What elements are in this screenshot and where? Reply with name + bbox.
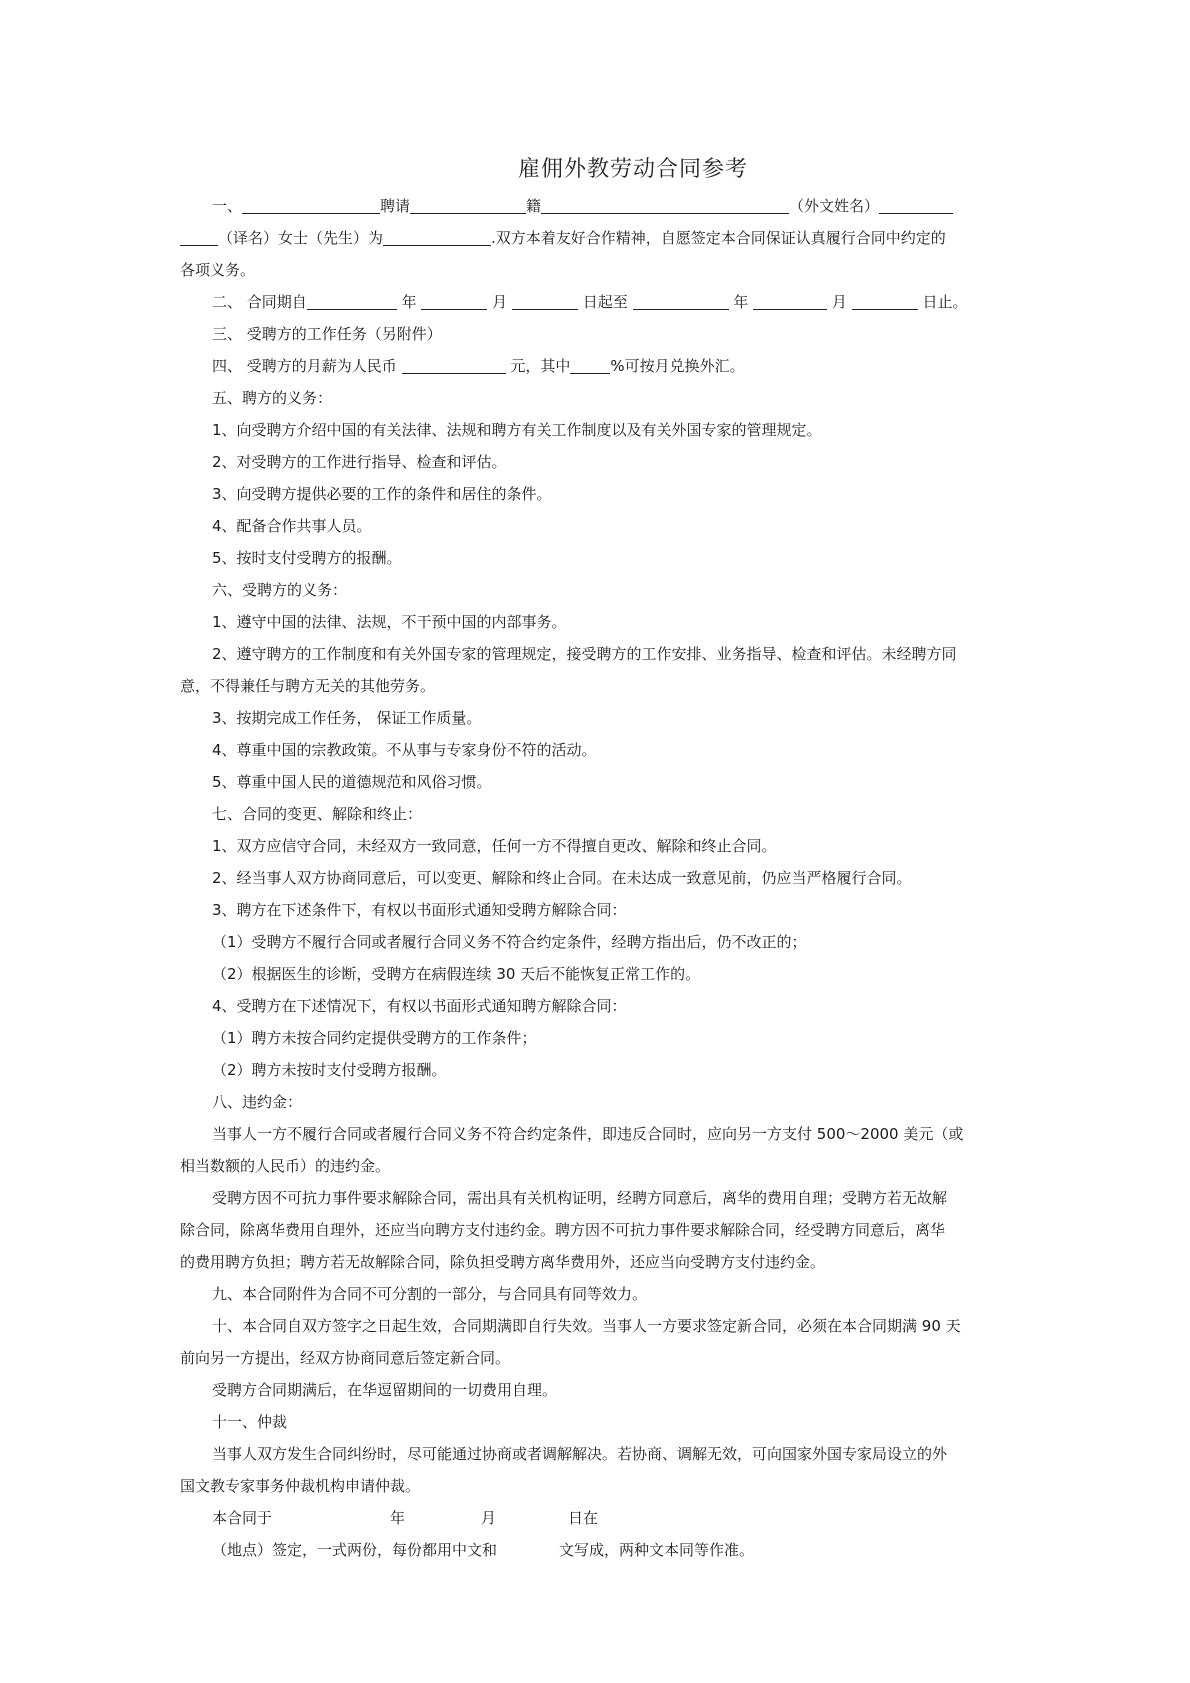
clause-2 [180,286,1030,318]
foreign-name-label: （外文姓名） [789,197,880,215]
clause-5-heading: 五、聘方的义务： [212,389,333,407]
nationality-label: 籍 [526,197,542,215]
position-blank[interactable] [383,227,491,246]
language-label: 文写成，两种文本同等作准。 [559,1541,755,1559]
clause-1-rest: .双方本着友好合作精神，自愿签定本合同保证认真履行合同中约定的 [491,229,946,247]
clause-10-paragraph: 十、本合同自双方签字之日起生效，合同期满即自行失效。当事人一方要求签定新合同，必须在本合同期满 90 天 [212,1317,961,1335]
clause-2-lead: 二、 合同期自 [212,293,307,311]
sign-year-label: 年 [390,1509,406,1527]
clause-1-lead: 一、 [212,197,243,215]
signed-on-label: 本合同于 [212,1509,273,1527]
end-month-blank[interactable] [753,291,827,310]
start-month-label: 月 [492,293,508,311]
chinese-name-blank-start[interactable] [879,195,953,214]
salary-blank[interactable] [402,355,506,374]
clause-11-paragraph-continued: 国文教专家事务仲裁机构申请仲裁。 [180,1477,421,1495]
clause-8-paragraph-continued: 除合同，除离华费用自理外，还应当向聘方支付违约金。聘方因不可抗力事件要求解除合同，经受聘方同意后，离华 [180,1221,946,1239]
clause-6-item-continued: 意，不得兼任与聘方无关的其他劳务。 [180,677,436,695]
clause-9: 九、本合同附件为合同不可分割的一部分，与合同具有同等效力。 [212,1285,648,1303]
clause-11-heading: 十一、仲裁 [212,1413,288,1431]
clause-7-item: （1）受聘方不履行合同或者履行合同义务不符合约定条件，经聘方指出后，仍不改正的； [212,933,807,951]
clause-5-item: 1、向受聘方介绍中国的有关法律、法规和聘方有关工作制度以及有关外国专家的管理规定。 [212,421,822,439]
start-year-blank[interactable] [307,291,397,310]
end-month-label: 月 [831,293,847,311]
clause-7-item: （2）聘方未按时支付受聘方报酬。 [212,1061,447,1079]
clause-7-item: 3、聘方在下述条件下，有权以书面形式通知受聘方解除合同： [212,901,627,919]
clause-5-item: 2、对受聘方的工作进行指导、检查和评估。 [212,453,507,471]
signing-place-line [180,1534,1030,1566]
end-day-blank[interactable] [852,291,918,310]
clause-4 [180,350,1030,382]
clause-7-item: （1）聘方未按合同约定提供受聘方的工作条件； [212,1029,537,1047]
sign-month-label: 月 [481,1509,497,1527]
end-day-label: 日止。 [922,293,968,311]
clause-6-item: 5、尊重中国人民的道德规范和风俗习惯。 [212,773,492,791]
contract-document [180,150,1030,1566]
clause-8-paragraph: 受聘方因不可抗力事件要求解除合同，需出具有关机构证明，经聘方同意后，离华的费用自理；受聘方若无故解 [212,1189,948,1207]
clause-10-paragraph: 受聘方合同期满后，在华逗留期间的一切费用自理。 [212,1381,558,1399]
document-title: 雇佣外教劳动合同参考 [517,157,748,182]
start-day-label: 日起至 [582,293,628,311]
clause-8-paragraph-continued: 相当数额的人民币）的违约金。 [180,1157,391,1175]
clause-5-item: 4、配备合作共事人员。 [212,517,372,535]
clause-7-item: （2）根据医生的诊断，受聘方在病假连续 30 天后不能恢复正常工作的。 [212,965,701,983]
yuan-label: 元，其中 [510,357,571,375]
clause-3: 三、 受聘方的工作任务（另附件） [212,325,442,343]
clause-5-item: 5、按时支付受聘方的报酬。 [212,549,402,567]
clause-6-item: 3、按期完成工作任务， 保证工作质量。 [212,709,482,727]
clause-8-paragraph-continued: 的费用聘方负担；聘方若无故解除合同，除负担受聘方离华费用外，还应当向受聘方支付违约金。 [180,1253,826,1271]
clause-8-heading: 八、违约金： [212,1093,303,1111]
clause-7-item: 4、受聘方在下述情况下，有权以书面形式通知聘方解除合同： [212,997,627,1015]
clause-11-paragraph: 当事人双方发生合同纠纷时，尽可能通过协商或者调解解决。若协商、调解无效，可向国家外国专家局设立的外 [212,1445,948,1463]
clause-10-paragraph-continued: 前向另一方提出，经双方协商同意后签定新合同。 [180,1349,511,1367]
hire-label: 聘请 [380,197,411,215]
clause-1-line-3: 各项义务。 [180,261,256,279]
clause-8-paragraph: 当事人一方不履行合同或者履行合同义务不符合约定条件，即违反合同时，应向另一方支付 500～2000 美元（或 [212,1125,964,1143]
clause-4-lead: 四、 受聘方的月薪为人民币 [212,357,397,375]
chinese-name-label: （译名）女士（先生）为 [218,229,384,247]
clause-1-line-1 [180,190,1030,222]
start-day-blank[interactable] [512,291,578,310]
nationality-blank[interactable] [410,195,526,214]
clause-1-line-2 [180,222,1030,254]
percent-blank[interactable] [570,355,610,374]
clause-6-item: 1、遵守中国的法律、法规，不干预中国的内部事务。 [212,613,567,631]
end-year-blank[interactable] [633,291,729,310]
sign-day-label: 日在 [568,1509,599,1527]
end-year-label: 年 [733,293,749,311]
foreign-name-blank[interactable] [541,195,789,214]
clause-6-item: 2、遵守聘方的工作制度和有关外国专家的管理规定，接受聘方的工作安排、业务指导、检查和评估。未经聘方同 [212,645,957,663]
start-year-label: 年 [401,293,417,311]
clause-5-item: 3、向受聘方提供必要的工作的条件和居住的条件。 [212,485,552,503]
clause-6-item: 4、尊重中国的宗教政策。不从事与专家身份不符的活动。 [212,741,597,759]
clause-7-item: 2、经当事人双方协商同意后，可以变更、解除和终止合同。在未达成一致意见前，仍应当严格履行合同。 [212,869,912,887]
sign-place-label: （地点）签定，一式两份，每份都用中文和 [212,1541,498,1559]
chinese-name-blank-end[interactable] [180,227,218,246]
employer-name-blank[interactable] [242,195,380,214]
clause-7-item: 1、双方应信守合同，未经双方一致同意，任何一方不得擅自更改、解除和终止合同。 [212,837,777,855]
clause-6-heading: 六、受聘方的义务： [212,581,348,599]
signing-date-line [180,1502,1030,1534]
clause-4-rest: %可按月兑换外汇。 [610,357,745,375]
start-month-blank[interactable] [421,291,487,310]
clause-7-heading: 七、合同的变更、解除和终止： [212,805,423,823]
